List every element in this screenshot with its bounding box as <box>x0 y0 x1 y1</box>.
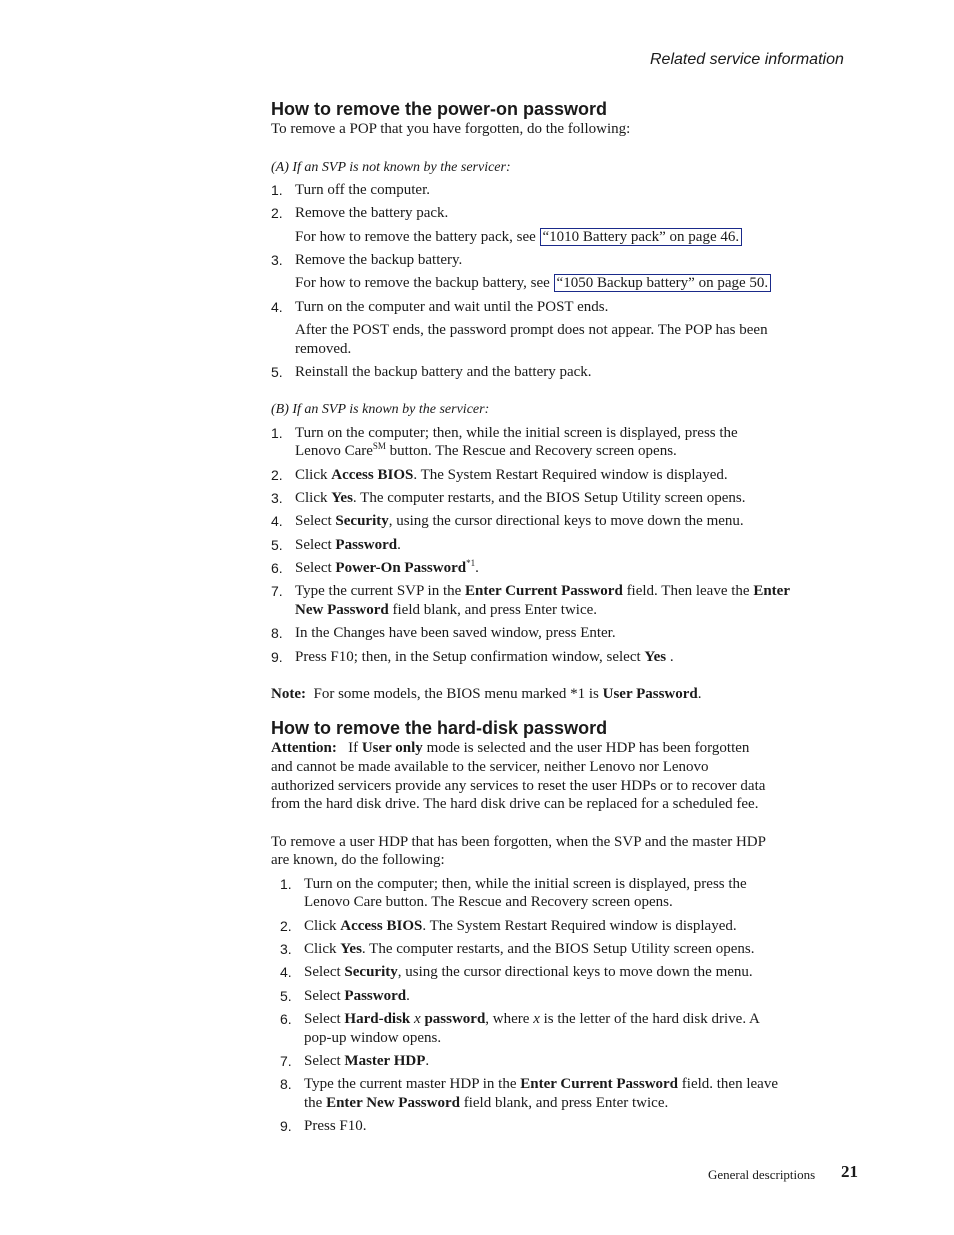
step-number: 3. <box>271 252 283 268</box>
hdp-step-5-bold: Password <box>344 988 407 1004</box>
hdp-step-6-line2: pop-up window opens. <box>304 1030 442 1046</box>
attention-c: mode is selected and the user HDP has been forgotten <box>422 740 750 756</box>
hdp-step-2-bold: Access BIOS <box>340 918 423 934</box>
running-header: Related service information <box>650 51 844 68</box>
step-number: 2. <box>280 918 292 934</box>
b-step-6 <box>295 559 875 578</box>
hdp-step-4-a: Select <box>304 964 345 980</box>
b-step-4-bold: Security <box>335 513 389 529</box>
a-step-3-detail-text: For how to remove the backup battery, see <box>295 275 554 291</box>
footer-label: General descriptions <box>708 1167 816 1182</box>
hdp-step-5-c: . <box>406 988 410 1004</box>
b-step-1-rest: button. The Rescue and Recovery screen opens. <box>385 443 677 459</box>
hdp-step-8-f: field blank, and press Enter twice. <box>459 1095 669 1111</box>
attention-line4: from the hard disk drive. The hard disk drive can be replaced for a scheduled fee. <box>271 796 759 812</box>
hdp-step-1-line1: Turn on the computer; then, while the initial screen is displayed, press the <box>304 876 747 892</box>
a-step-3-detail <box>295 274 875 293</box>
attention-bold: User only <box>361 740 423 756</box>
a-step-4-detail-line1: After the POST ends, the password prompt does not appear. The POP has been <box>295 322 768 338</box>
step-number: 5. <box>280 988 292 1004</box>
hdp-step-6-var: x <box>414 1011 421 1027</box>
hdp-step-4-c: , using the cursor directional keys to move down the menu. <box>397 964 753 980</box>
b-step-3-c: . The computer restarts, and the BIOS Setup Utility screen opens. <box>352 490 746 506</box>
step-number: 4. <box>280 964 292 980</box>
step-number: 1. <box>280 876 292 892</box>
b-step-9-bold: Yes <box>644 649 667 665</box>
b-step-7-a: Type the current SVP in the <box>295 583 466 599</box>
step-number: 5. <box>271 364 283 380</box>
section-title-hdp: How to remove the hard-disk password <box>271 718 608 738</box>
b-step-6-c: . <box>475 560 479 576</box>
b-step-1-line2 <box>295 442 875 461</box>
attention-label: Attention: <box>271 740 337 756</box>
footnote-marker: *1 <box>466 558 476 568</box>
hdp-step-8-bold2: Enter New Password <box>326 1095 460 1111</box>
step-number: 1. <box>271 425 283 441</box>
a-step-4-detail-line2: removed. <box>295 341 352 357</box>
b-step-5 <box>295 536 875 555</box>
hdp-intro-line1: To remove a user HDP that has been forgotten, when the SVP and the master HDP <box>271 834 766 850</box>
step-number: 4. <box>271 299 283 315</box>
hdp-step-2-c: . The System Restart Required window is displayed. <box>422 918 737 934</box>
lenovo-care-text: Lenovo Care <box>295 443 373 459</box>
condition-b: (B) If an SVP is known by the servicer: <box>271 402 490 417</box>
b-step-6-a: Select <box>295 560 336 576</box>
hdp-step-6-f: is the letter of the hard disk drive. A <box>539 1011 760 1027</box>
hdp-step-5-a: Select <box>304 988 345 1004</box>
a-step-2-detail <box>295 228 875 247</box>
hdp-step-8-line1 <box>304 1075 884 1094</box>
hdp-step-6-bold1: Hard-disk <box>344 1011 411 1027</box>
note-end: . <box>697 686 702 702</box>
b-step-7-f: field blank, and press Enter twice. <box>388 602 598 618</box>
hdp-intro-line2: are known, do the following: <box>271 852 445 868</box>
b-step-1-line1: Turn on the computer; then, while the initial screen is displayed, press the <box>295 425 738 441</box>
step-number: 1. <box>271 182 283 198</box>
step-number: 2. <box>271 467 283 483</box>
step-number: 7. <box>280 1053 292 1069</box>
condition-a: (A) If an SVP is not known by the servicer: <box>271 160 511 175</box>
step-number: 5. <box>271 537 283 553</box>
hdp-step-3-bold: Yes <box>340 941 362 957</box>
b-step-7-line2 <box>295 601 875 620</box>
hdp-step-6-d: , where <box>485 1011 534 1027</box>
hdp-step-1-line2: Lenovo Care button. The Rescue and Recovery screen opens. <box>304 894 673 910</box>
b-step-7-bold3: New Password <box>295 602 389 618</box>
hdp-step-6-line1 <box>304 1010 884 1029</box>
step-number: 9. <box>271 649 283 665</box>
note-bold: User Password <box>602 686 698 702</box>
b-step-6-bold: Power-On Password <box>335 560 467 576</box>
step-number: 3. <box>271 490 283 506</box>
b-step-2-a: Click <box>295 467 332 483</box>
b-step-3-a: Click <box>295 490 332 506</box>
step-number: 6. <box>271 560 283 576</box>
b-step-4-a: Select <box>295 513 336 529</box>
hdp-step-9: Press F10. <box>304 1118 367 1134</box>
b-step-2 <box>295 466 875 485</box>
step-number: 8. <box>280 1076 292 1092</box>
attention-line3: authorized servicers provide any services to reset the user HDPs or to recover data <box>271 778 766 794</box>
hdp-step-2-a: Click <box>304 918 341 934</box>
hdp-step-8-a: Type the current master HDP in the <box>304 1076 521 1092</box>
hdp-step-3-c: . The computer restarts, and the BIOS Setup Utility screen opens. <box>361 941 755 957</box>
pop-intro: To remove a POP that you have forgotten, do the following: <box>271 121 631 137</box>
hdp-step-8-d: the <box>304 1095 327 1111</box>
hdp-step-4-bold: Security <box>344 964 398 980</box>
b-step-3-bold: Yes <box>331 490 353 506</box>
a-step-5: Reinstall the backup battery and the battery pack. <box>295 364 592 380</box>
b-step-7-bold2: Enter <box>753 583 790 599</box>
b-step-9 <box>295 648 875 667</box>
attention-line1 <box>271 739 861 758</box>
hdp-step-8-c: field. then leave <box>678 1076 778 1092</box>
b-step-9-a: Press F10; then, in the Setup confirmation window, select <box>295 649 645 665</box>
hdp-step-6-bold2: password <box>424 1011 486 1027</box>
hdp-step-2 <box>304 917 884 936</box>
a-step-4: Turn on the computer and wait until the POST ends. <box>295 299 609 315</box>
hdp-step-7-c: . <box>425 1053 430 1069</box>
step-number: 4. <box>271 513 283 529</box>
attention-a: If <box>336 740 362 756</box>
step-number: 2. <box>271 205 283 221</box>
step-number: 3. <box>280 941 292 957</box>
service-mark: SM <box>372 441 386 451</box>
hdp-step-7-bold: Master HDP <box>344 1053 426 1069</box>
a-step-2: Remove the battery pack. <box>295 205 449 221</box>
b-step-2-bold: Access BIOS <box>331 467 414 483</box>
step-number: 7. <box>271 583 283 599</box>
b-step-2-c: . The System Restart Required window is displayed. <box>413 467 728 483</box>
note <box>271 685 861 704</box>
a-step-2-detail-text: For how to remove the battery pack, see <box>295 229 540 245</box>
b-step-5-bold: Password <box>335 537 398 553</box>
hdp-step-7 <box>304 1052 884 1071</box>
b-step-7-bold1: Enter Current Password <box>465 583 623 599</box>
b-step-3 <box>295 489 875 508</box>
b-step-4 <box>295 512 875 531</box>
a-step-1: Turn off the computer. <box>295 182 430 198</box>
section-title-pop: How to remove the power-on password <box>271 99 608 119</box>
note-label: Note: <box>271 686 306 702</box>
attention-line2: and cannot be made available to the servicer, neither Lenovo nor Lenovo <box>271 759 709 775</box>
battery-pack-link[interactable]: “1010 Battery pack” on page 46. <box>540 228 743 246</box>
hdp-step-8-bold: Enter Current Password <box>520 1076 679 1092</box>
hdp-step-6-var2: x <box>533 1011 540 1027</box>
page-number: 21 <box>841 1162 858 1181</box>
b-step-8: In the Changes have been saved window, press Enter. <box>295 625 616 641</box>
b-step-9-c: . <box>666 649 674 665</box>
backup-battery-link[interactable]: “1050 Backup battery” on page 50. <box>554 274 772 292</box>
note-text: For some models, the BIOS menu marked *1 is <box>305 686 603 702</box>
b-step-4-c: , using the cursor directional keys to move down the menu. <box>388 513 744 529</box>
b-step-5-c: . <box>397 537 401 553</box>
hdp-step-3 <box>304 940 884 959</box>
step-number: 8. <box>271 625 283 641</box>
hdp-step-8-line2 <box>304 1094 884 1113</box>
b-step-5-a: Select <box>295 537 336 553</box>
hdp-step-5 <box>304 987 884 1006</box>
hdp-step-3-a: Click <box>304 941 341 957</box>
b-step-7-c: field. Then leave the <box>622 583 754 599</box>
b-step-7-line1 <box>295 582 875 601</box>
hdp-step-7-a: Select <box>304 1053 345 1069</box>
hdp-step-4 <box>304 963 884 982</box>
step-number: 6. <box>280 1011 292 1027</box>
step-number: 9. <box>280 1118 292 1134</box>
hdp-step-6-a: Select <box>304 1011 345 1027</box>
a-step-3: Remove the backup battery. <box>295 252 463 268</box>
